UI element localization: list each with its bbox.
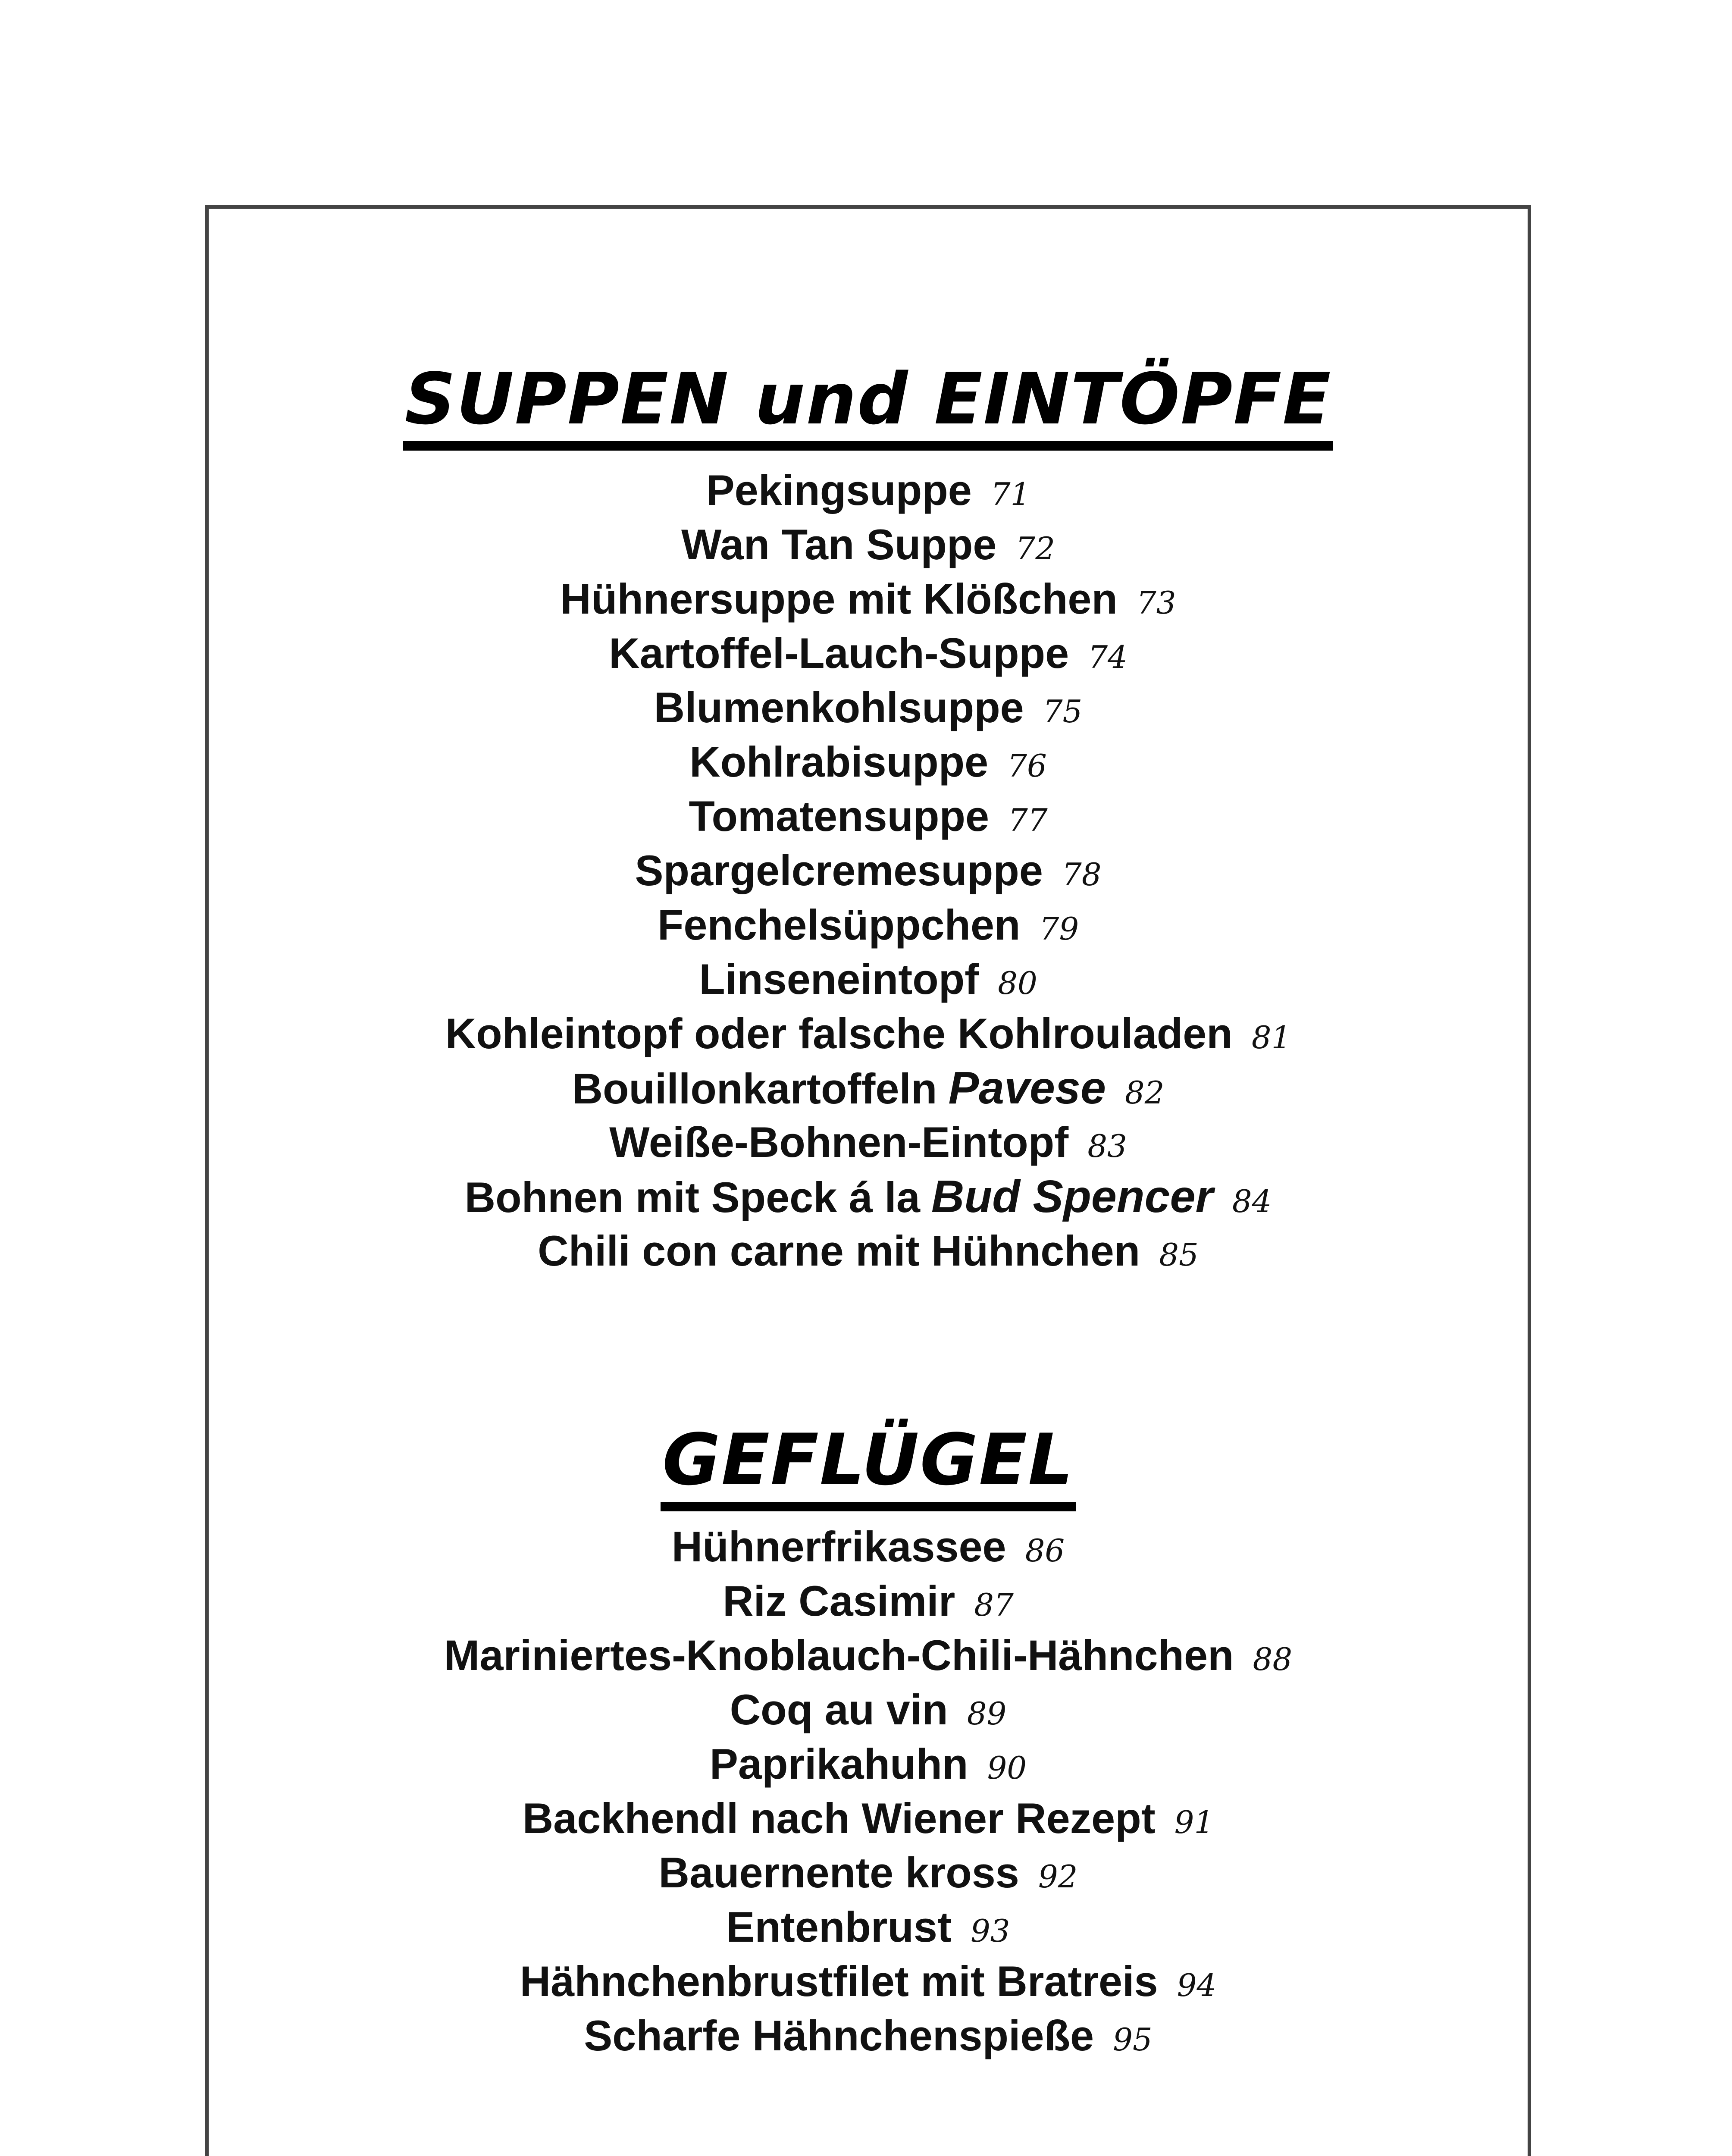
recipe-name: Backhendl nach Wiener Rezept <box>522 1794 1156 1842</box>
recipe-item <box>209 463 1528 517</box>
recipe-item <box>209 1900 1528 1954</box>
recipe-page-number: 83 <box>1087 1128 1127 1164</box>
recipe-page-number: 77 <box>1008 802 1048 838</box>
recipe-page-number: 90 <box>987 1750 1027 1786</box>
section-title-suppen-text: SUPPEN und EINTÖPFE <box>403 358 1334 451</box>
recipe-name: Blumenkohlsuppe <box>654 683 1024 731</box>
recipe-item <box>209 1954 1528 2009</box>
recipe-page-number: 80 <box>998 965 1037 1001</box>
recipe-name: Chili con carne mit Hühnchen <box>538 1227 1140 1275</box>
recipe-name: Weiße-Bohnen-Eintopf <box>609 1118 1069 1166</box>
recipe-name: Mariniertes-Knoblauch-Chili-Hähnchen <box>444 1631 1234 1679</box>
section-title-gefluegel <box>209 1419 1528 1501</box>
recipe-name: Paprikahuhn <box>709 1740 968 1788</box>
recipe-item <box>209 517 1528 572</box>
recipe-item <box>209 952 1528 1006</box>
recipe-name: Fenchelsüppchen <box>657 901 1021 949</box>
recipe-item <box>209 1683 1528 1737</box>
recipe-item <box>209 898 1528 952</box>
recipe-list-suppen <box>209 463 1528 1278</box>
recipe-item <box>209 843 1528 898</box>
recipe-page-number: 72 <box>1015 530 1055 567</box>
recipe-page-number: 82 <box>1124 1075 1165 1111</box>
recipe-page-number: 87 <box>974 1587 1014 1623</box>
recipe-name: Scharfe Hähnchenspieße <box>584 2012 1094 2059</box>
recipe-name-emphasis: Bud Spencer <box>931 1171 1213 1222</box>
recipe-page-number: 85 <box>1159 1237 1199 1273</box>
recipe-page-number: 75 <box>1043 693 1083 730</box>
recipe-item <box>209 1169 1528 1224</box>
recipe-name: Coq au vin <box>730 1686 948 1733</box>
recipe-item <box>209 2009 1528 2063</box>
recipe-page-number: 81 <box>1251 1019 1291 1056</box>
recipe-page-number: 78 <box>1062 856 1102 893</box>
recipe-page-number: 84 <box>1232 1183 1272 1219</box>
recipe-name: Pekingsuppe <box>706 466 972 514</box>
recipe-name: Riz Casimir <box>723 1577 955 1625</box>
recipe-name: Kartoffel-Lauch-Suppe <box>609 629 1069 677</box>
recipe-item <box>209 1628 1528 1683</box>
recipe-name: Hühnersuppe mit Klößchen <box>560 575 1118 623</box>
recipe-name: Kohlrabisuppe <box>689 738 989 786</box>
recipe-item <box>209 735 1528 789</box>
recipe-page-number: 86 <box>1025 1532 1065 1569</box>
page-frame <box>205 205 1531 2156</box>
recipe-page-number: 94 <box>1177 1967 1217 2003</box>
section-title-gefluegel-text: GEFLÜGEL <box>661 1419 1076 1511</box>
recipe-page-number: 93 <box>970 1913 1010 1949</box>
recipe-page-number: 92 <box>1038 1858 1078 1895</box>
recipe-name: Linseneintopf <box>699 955 979 1003</box>
recipe-name: Bouillonkartoffeln <box>572 1065 937 1112</box>
recipe-page-number: 91 <box>1174 1804 1214 1840</box>
recipe-page-number: 76 <box>1007 748 1047 784</box>
recipe-item <box>209 572 1528 626</box>
recipe-item <box>209 1224 1528 1278</box>
recipe-page-number: 79 <box>1039 911 1079 947</box>
recipe-item <box>209 1791 1528 1846</box>
recipe-name: Hühnerfrikassee <box>671 1523 1006 1570</box>
recipe-item <box>209 1737 1528 1791</box>
recipe-list-gefluegel <box>209 1520 1528 2063</box>
recipe-page-number: 95 <box>1113 2021 1153 2058</box>
recipe-page-number: 89 <box>967 1695 1007 1732</box>
recipe-item <box>209 789 1528 843</box>
recipe-name: Spargelcremesuppe <box>635 846 1043 894</box>
recipe-page-number: 71 <box>990 476 1030 512</box>
section-title-suppen <box>209 358 1528 440</box>
recipe-item <box>209 1115 1528 1169</box>
recipe-name: Wan Tan Suppe <box>681 520 997 568</box>
recipe-page-number: 73 <box>1136 585 1176 621</box>
recipe-name: Tomatensuppe <box>689 792 990 840</box>
recipe-name: Entenbrust <box>726 1903 952 1951</box>
recipe-page-number: 88 <box>1253 1641 1293 1677</box>
recipe-item <box>209 1846 1528 1900</box>
recipe-item <box>209 1574 1528 1628</box>
recipe-item <box>209 680 1528 735</box>
recipe-item <box>209 626 1528 680</box>
recipe-item <box>209 1006 1528 1061</box>
recipe-name: Bohnen mit Speck á la <box>464 1173 920 1221</box>
recipe-name: Bauernente kross <box>658 1849 1019 1896</box>
recipe-name: Hähnchenbrustfilet mit Bratreis <box>520 1957 1158 2005</box>
recipe-item <box>209 1520 1528 1574</box>
recipe-page-number: 74 <box>1088 639 1128 675</box>
recipe-name: Kohleintopf oder falsche Kohlrouladen <box>445 1009 1233 1057</box>
recipe-name-emphasis: Pavese <box>948 1062 1106 1113</box>
recipe-item <box>209 1061 1528 1115</box>
